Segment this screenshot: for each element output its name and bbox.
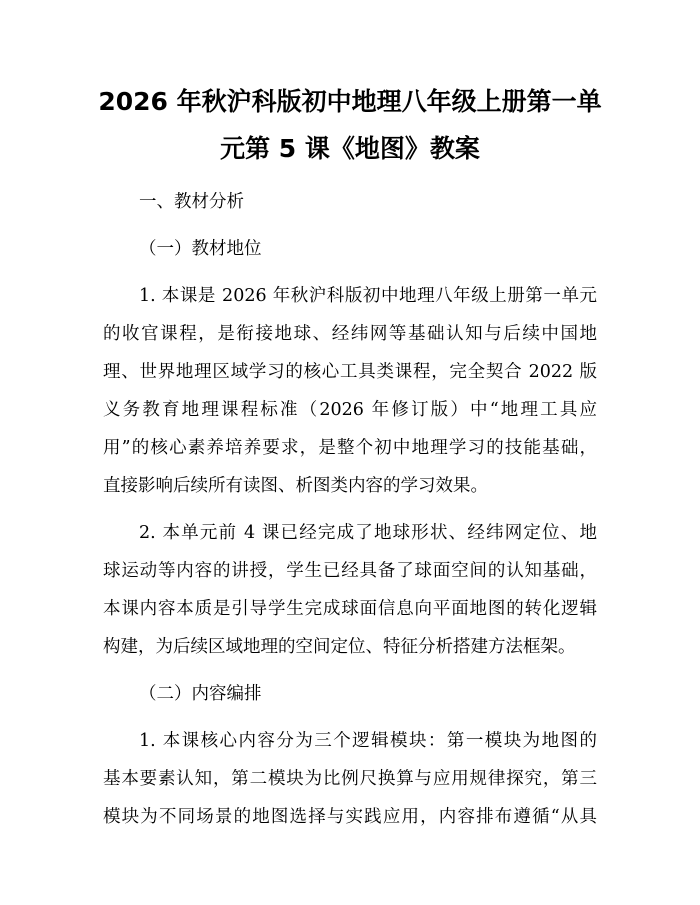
paragraph-1-line-1: 1. 本课是 2026 年秋沪科版初中地理八年级上册第一单元 [139,286,597,306]
paragraph-1-line-4: 义务教育地理课程标准（2026 年修订版）中“地理工具应 [103,400,597,420]
document-title-line-2: 元第 5 课《地图》教案 [220,134,480,163]
paragraph-2-line-1: 2. 本单元前 4 课已经完成了地球形状、经纬网定位、地 [139,523,597,543]
paragraph-3-line-1: 1. 本课核心内容分为三个逻辑模块：第一模块为地图的 [139,731,597,751]
paragraph-2-line-3: 本课内容本质是引导学生完成球面信息向平面地图的转化逻辑 [103,599,597,619]
paragraph-2-line-4: 构建，为后续区域地理的空间定位、特征分析搭建方法框架。 [103,637,576,657]
paragraph-1-line-2: 的收官课程，是衔接地球、经纬网等基础认知与后续中国地 [103,324,597,344]
subsection-heading-textbook-position: （一）教材地位 [139,239,262,259]
paragraph-3-line-2: 基本要素认知，第二模块为比例尺换算与应用规律探究，第三 [103,769,597,789]
paragraph-2-line-2: 球运动等内容的讲授，学生已经具备了球面空间的认知基础， [103,561,597,581]
paragraph-1-line-6: 直接影响后续所有读图、析图类内容的学习效果。 [103,476,488,496]
paragraph-1-line-3: 理、世界地理区域学习的核心工具类课程，完全契合 2022 版 [103,362,597,382]
paragraph-1-line-5: 用”的核心素养培养要求，是整个初中地理学习的技能基础， [103,438,597,458]
paragraph-3-line-3: 模块为不同场景的地图选择与实践应用，内容排布遵循“从具 [103,807,597,827]
subsection-heading-content-arrangement: （二）内容编排 [139,684,262,704]
section-heading-textbook-analysis: 一、教材分析 [139,192,244,212]
document-title-line-1: 2026 年秋沪科版初中地理八年级上册第一单 [98,87,602,116]
